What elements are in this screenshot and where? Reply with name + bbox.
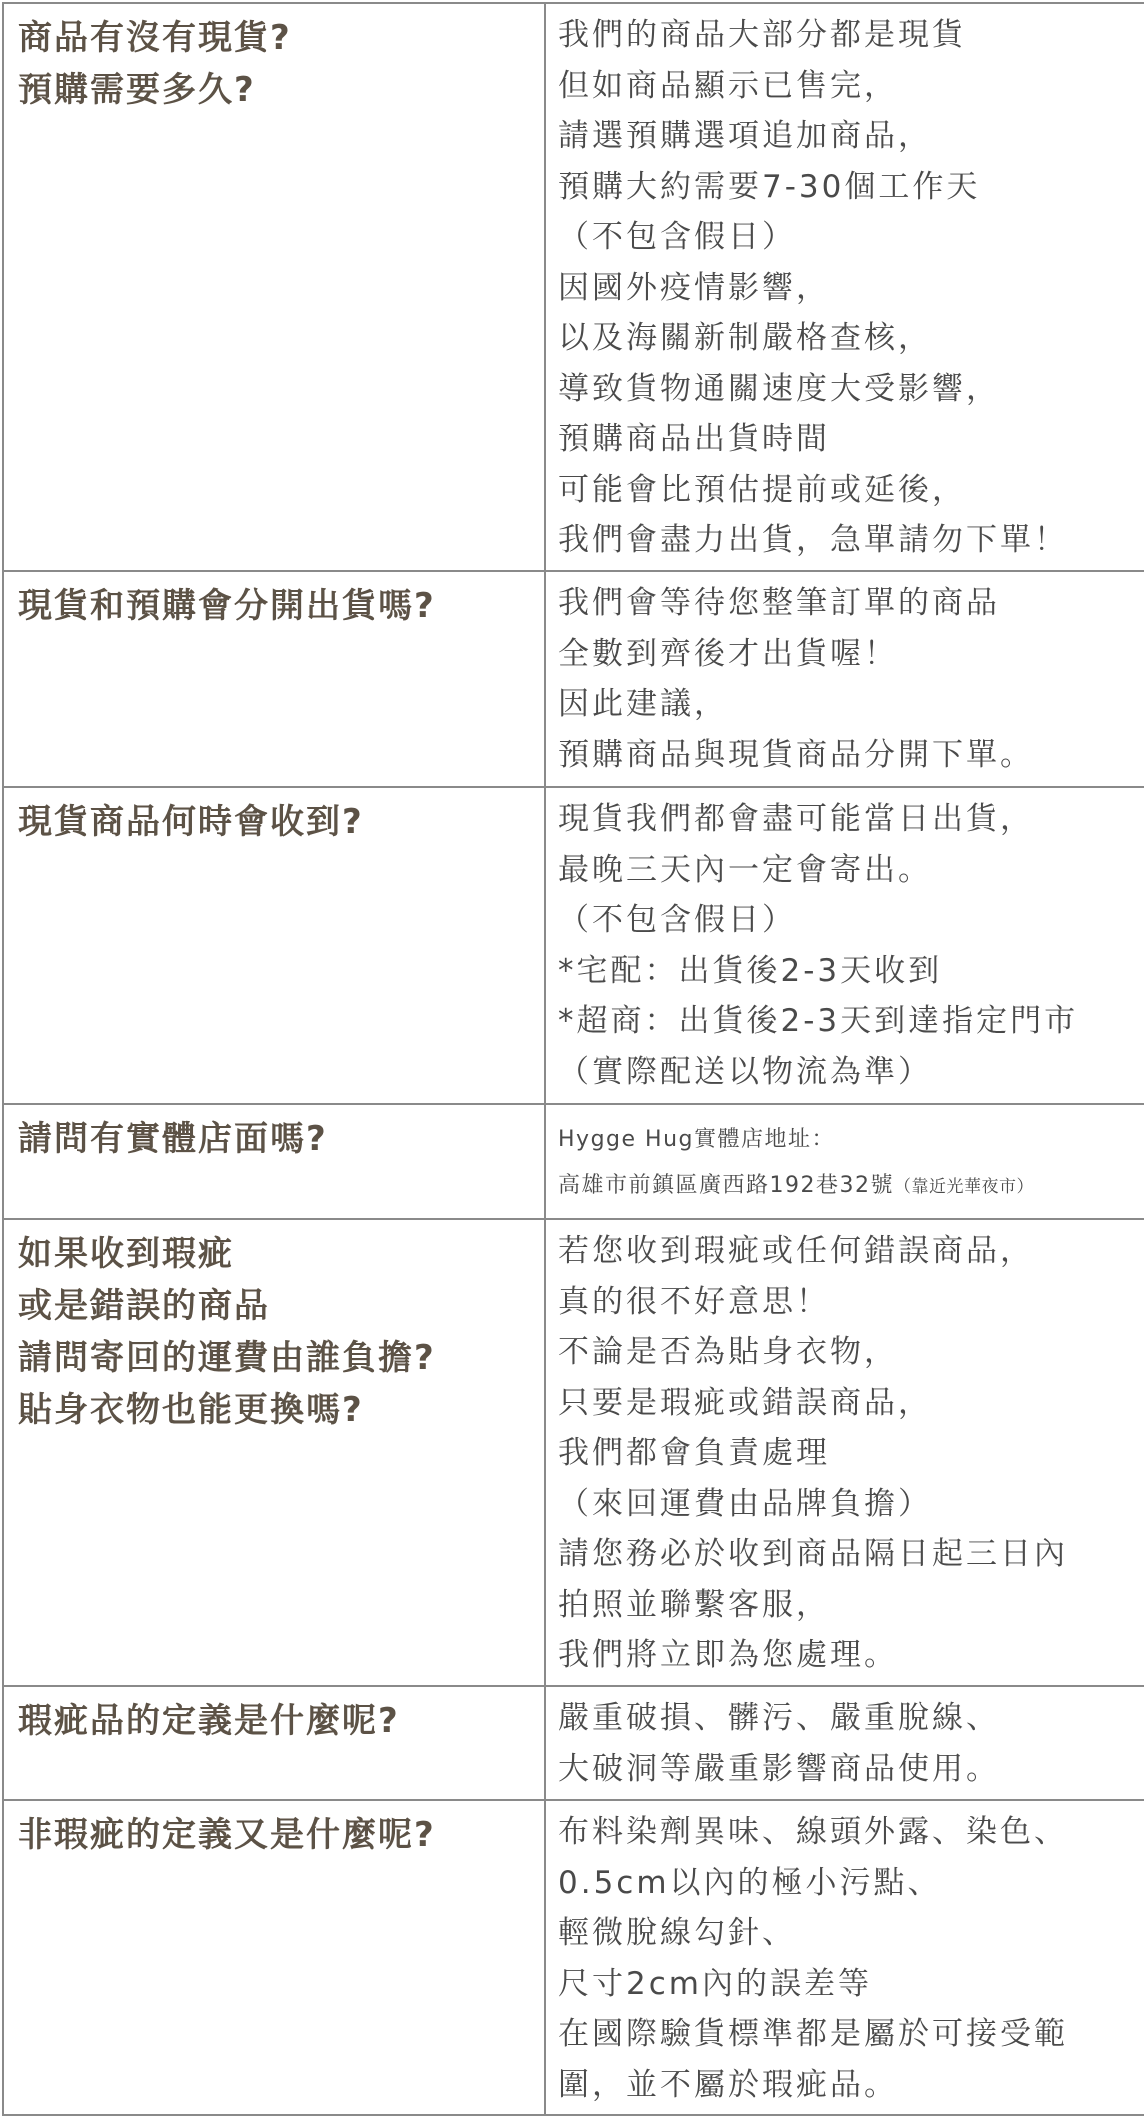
faq-question: 請問有實體店面嗎? — [18, 1119, 328, 1159]
faq-answer-cell — [545, 571, 1144, 787]
faq-answer-note: （靠近光華夜市） — [894, 1177, 1034, 1197]
faq-row — [3, 1219, 1144, 1686]
faq-question-cell — [3, 1219, 545, 1686]
faq-answer: 若您收到瑕疵或任何錯誤商品， 真的很不好意思！ 不論是否為貼身衣物， 只要是瑕疵或錯誤商品， 我們都會負責處理 （來回運費由品牌負擔） 請您務必於收到商品隔日起三日內 拍照並聯繫客服， 我們將立即為您處理。 — [558, 1233, 1068, 1673]
faq-question-cell — [3, 1686, 545, 1800]
faq-answer-cell — [545, 3, 1144, 571]
faq-question: 如果收到瑕疵 或是錯誤的商品 請問寄回的運費由誰負擔? 貼身衣物也能更換嗎? — [18, 1234, 436, 1430]
faq-question-cell — [3, 787, 545, 1104]
faq-question: 非瑕疵的定義又是什麼呢? — [18, 1815, 436, 1855]
faq-question: 現貨商品何時會收到? — [18, 802, 364, 842]
faq-table — [2, 2, 1144, 2116]
faq-answer: Hygge Hug實體店地址： 高雄市前鎮區廣西路192巷32號（靠近光華夜市） — [558, 1127, 1034, 1198]
faq-question-cell — [3, 3, 545, 571]
faq-row — [3, 3, 1144, 571]
faq-row — [3, 1800, 1144, 2115]
faq-answer-cell — [545, 1219, 1144, 1686]
faq-row — [3, 1104, 1144, 1219]
faq-row — [3, 571, 1144, 787]
faq-answer: 現貨我們都會盡可能當日出貨， 最晚三天內一定會寄出。 （不包含假日） *宅配：出貨後2-3天收到 *超商：出貨後2-3天到達指定門市 （實際配送以物流為準） — [558, 801, 1079, 1090]
faq-answer-cell — [545, 1800, 1144, 2115]
faq-answer-cell — [545, 1104, 1144, 1219]
faq-question-cell — [3, 1104, 545, 1219]
faq-answer: 我們的商品大部分都是現貨 但如商品顯示已售完， 請選預購選項追加商品， 預購大約需要7-30個工作天 （不包含假日） 因國外疫情影響， 以及海關新制嚴格查核， 導致貨物通關速度大受影響， 預購商品出貨時間 可能會比預估提前或延後， 我們會盡力出貨，急單請勿下單！ — [558, 17, 1068, 558]
faq-question: 瑕疵品的定義是什麼呢? — [18, 1701, 400, 1741]
faq-row — [3, 787, 1144, 1104]
faq-question-cell — [3, 571, 545, 787]
faq-answer: 嚴重破損、髒污、嚴重脫線、 大破洞等嚴重影響商品使用。 — [558, 1700, 1000, 1787]
faq-answer: 布料染劑異味、線頭外露、染色、 0.5cm以內的極小污點、 輕微脫線勾針、 尺寸2cm內的誤差等 在國際驗貨標準都是屬於可接受範 圍，並不屬於瑕疵品。 — [558, 1814, 1068, 2103]
faq-question-cell — [3, 1800, 545, 2115]
faq-question: 商品有沒有現貨? 預購需要多久? — [18, 18, 292, 110]
faq-question: 現貨和預購會分開出貨嗎? — [18, 586, 436, 626]
faq-answer: 我們會等待您整筆訂單的商品 全數到齊後才出貨喔！ 因此建議， 預購商品與現貨商品分開下單。 — [558, 585, 1034, 773]
faq-answer-cell — [545, 787, 1144, 1104]
faq-row — [3, 1686, 1144, 1800]
faq-answer-cell — [545, 1686, 1144, 1800]
